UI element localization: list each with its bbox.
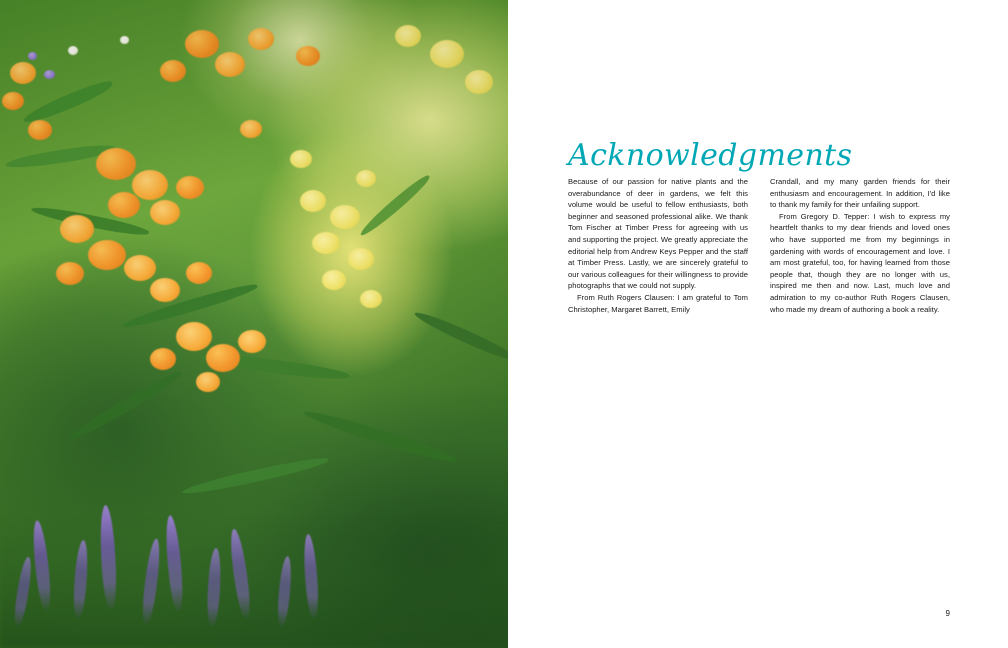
page-number: 9	[945, 609, 950, 618]
body-columns	[568, 176, 951, 315]
column-right	[770, 176, 950, 315]
photo-bottom-blur	[0, 518, 508, 648]
paragraph: Because of our passion for native plants and the overabundance of deer in gardens, we felt this volume would be useful to fellow enthusiasts, both beginner and seasoned professional alike. We thank Tom Fischer at Timber Press for agreeing with us and supporting the project. We greatly appreciate the editorial help from Andrew Keys Pepper and the staff at Timber Press. Lastly, we are sincerely grateful to our various colleagues for their willingness to provide photographs that we could not supply.	[568, 177, 748, 291]
paragraph: Crandall, and my many garden friends for their enthusiasm and encouragement. In addition, I'd like to thank my family for their unfailing support.	[770, 177, 950, 210]
text-page	[508, 0, 1008, 648]
paragraph: From Gregory D. Tepper: I wish to express my heartfelt thanks to my dear friends and loved ones who have supported me from my beginnings in gardening with words of encouragement and love. I am most grateful, too, for having learned from those people that, though they are no longer with us, inspired me then and now. Last, much love and admiration to my co-author Ruth Rogers Clausen, who made my dream of authoring a book a reality.	[770, 211, 950, 314]
paragraph: From Ruth Rogers Clausen: I am grateful to Tom Christopher, Margaret Barrett, Emily	[568, 292, 748, 314]
column-left	[568, 176, 748, 315]
page-title: Acknowledgments	[568, 138, 853, 174]
